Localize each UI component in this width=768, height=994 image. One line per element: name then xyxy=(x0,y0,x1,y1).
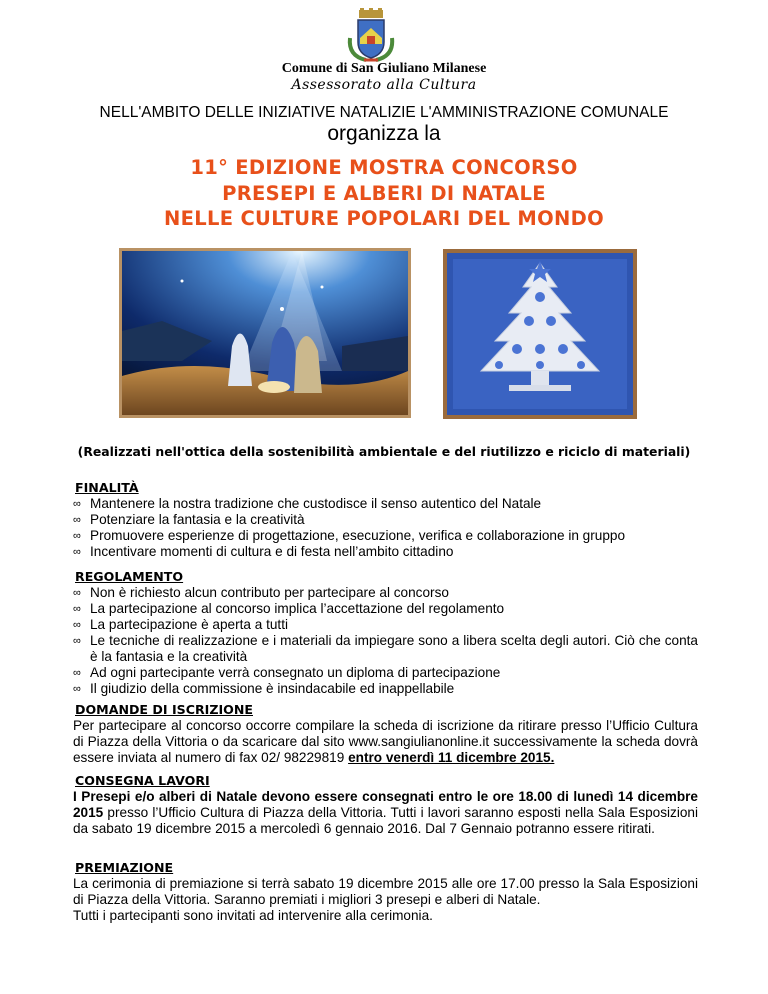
premiazione-text: La cerimonia di premiazione si terrà sabato 19 dicembre 2015 alle ore 17.00 presso la Sala Esposizioni di Piazza della Vittoria. Saranno premiati i migliori 3 presepi e alberi di Natale. xyxy=(73,876,698,907)
event-title-line-1: 11° EDIZIONE MOSTRA CONCORSO xyxy=(190,156,578,179)
intro-text: NELL'AMBITO DELLE INIZIATIVE NATALIZIE L'AMMINISTRAZIONE COMUNALE xyxy=(99,104,669,121)
christmas-tree-image xyxy=(443,249,637,419)
finalita-section xyxy=(73,480,698,560)
event-title-line-3: NELLE CULTURE POPOLARI DEL MONDO xyxy=(164,207,604,230)
premiazione-text-2: Tutti i partecipanti sono invitati ad intervenire alla cerimonia. xyxy=(73,908,433,923)
bullet-icon: ∞ xyxy=(73,683,81,695)
deadline-text: entro venerdì 11 dicembre 2015. xyxy=(348,750,555,765)
list-item: ∞ Mantenere la nostra tradizione che custodisce il senso autentico del Natale xyxy=(73,496,542,511)
bullet-icon: ∞ xyxy=(73,619,81,631)
nativity-image xyxy=(119,248,411,418)
consegna-heading: CONSEGNA LAVORI xyxy=(75,773,210,788)
bullet-icon: ∞ xyxy=(73,530,81,542)
list-item: ∞ Promuovere esperienze di progettazione, esecuzione, verifica e collaborazione in gruppo xyxy=(73,528,626,543)
consegna-section xyxy=(73,773,698,837)
premiazione-section xyxy=(73,860,698,924)
finalita-heading: FINALITÀ xyxy=(75,480,139,495)
bullet-icon: ∞ xyxy=(73,667,81,679)
domande-text: Per partecipare al concorso occorre compilare la scheda di iscrizione da ritirare presso l’Ufficio Cultura di Piazza della Vittoria o da scaricare dal sito www.sangiulianonline.it successivamente la scheda dovrà essere inviata al numero di fax 02/ 98229819 entro venerdì 11 dicembre 2015. xyxy=(73,718,698,765)
bullet-icon: ∞ xyxy=(73,546,81,558)
department-name: Assessorato alla Cultura xyxy=(291,77,477,93)
list-item: ∞ Incentivare momenti di cultura e di festa nell’ambito cittadino xyxy=(73,544,454,559)
list-item: ∞ Potenziare la fantasia e la creatività xyxy=(73,512,305,527)
premiazione-heading: PREMIAZIONE xyxy=(75,860,174,875)
list-item: ∞ La partecipazione al concorso implica l’accettazione del regolamento xyxy=(73,601,505,616)
list-item: ∞ Non è richiesto alcun contributo per partecipare al concorso xyxy=(73,585,449,600)
list-item: ∞ Le tecniche di realizzazione e i materiali da impiegare sono a libera scelta degli autori. Ciò che conta è la fantasia e la creatività xyxy=(73,633,698,664)
coat-of-arms-icon xyxy=(342,8,400,66)
image-caption: (Realizzati nell'ottica della sostenibilità ambientale e del riutilizzo e riciclo di materiali) xyxy=(77,444,691,459)
list-item: ∞ Ad ogni partecipante verrà consegnato un diploma di partecipazione xyxy=(73,665,501,680)
domande-section xyxy=(73,702,698,766)
bullet-icon: ∞ xyxy=(73,514,81,526)
bullet-icon: ∞ xyxy=(73,587,81,599)
event-title-line-2: PRESEPI E ALBERI DI NATALE xyxy=(222,182,546,205)
bullet-icon: ∞ xyxy=(73,635,81,647)
organizza-text: organizza la xyxy=(327,122,441,145)
bullet-icon: ∞ xyxy=(73,603,81,615)
list-item: ∞ La partecipazione è aperta a tutti xyxy=(73,617,288,632)
regolamento-section xyxy=(73,569,698,697)
consegna-text: I Presepi e/o alberi di Natale devono essere consegnati entro le ore 18.00 di lunedì 14 dicembre 2015 presso l’Ufficio Cultura di Piazza della Vittoria. Tutti i lavori saranno esposti nella Sala Esposizioni da sabato 19 dicembre 2015 a mercoledì 6 gennaio 2016. Dal 7 Gennaio potranno essere ritirati. xyxy=(73,789,698,836)
list-item: ∞ Il giudizio della commissione è insindacabile ed inappellabile xyxy=(73,681,455,696)
organization-name: Comune di San Giuliano Milanese xyxy=(281,61,487,76)
regolamento-heading: REGOLAMENTO xyxy=(75,569,184,584)
bullet-icon: ∞ xyxy=(73,498,81,510)
domande-heading: DOMANDE DI ISCRIZIONE xyxy=(75,702,253,717)
